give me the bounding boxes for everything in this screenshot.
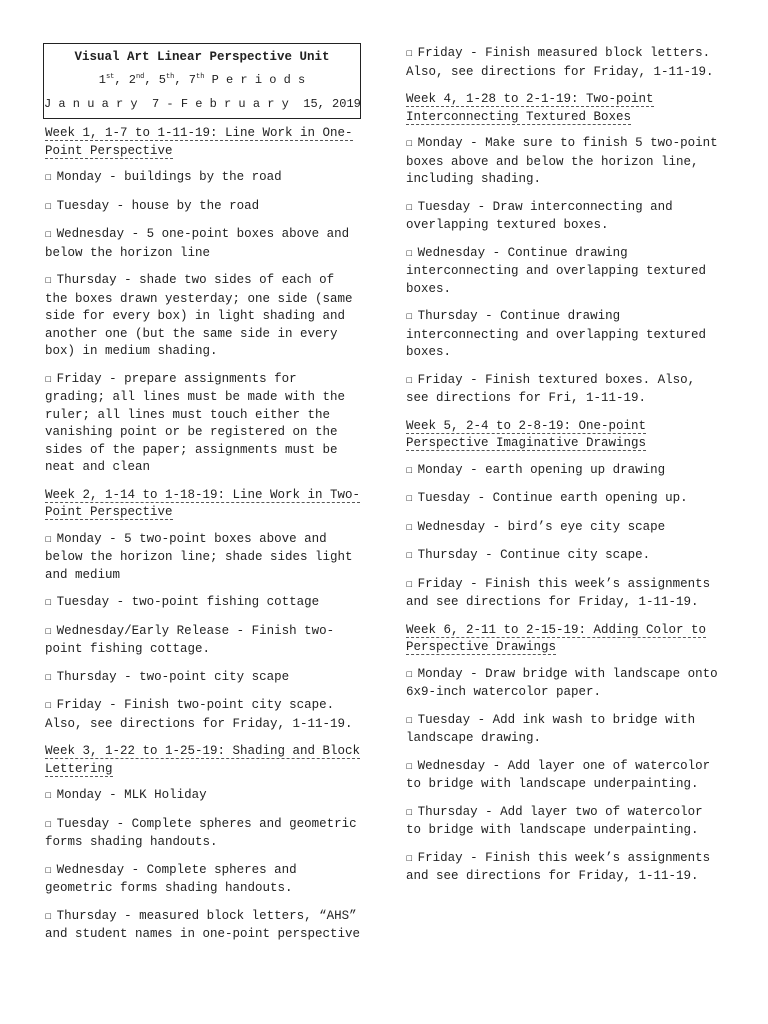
schedule-entry (45, 623, 363, 659)
entry-text: Friday - Finish measured block letters. Also, see directions for Friday, 1-11-19. (406, 46, 714, 79)
schedule-entry (406, 850, 724, 886)
periods-line (44, 70, 360, 90)
checkbox-icon: ☐ (45, 818, 52, 831)
entry-text: Wednesday - bird’s eye city scape (417, 519, 666, 534)
entry-text: Monday - 5 two-point boxes above and below the horizon line; shade sides light and medium (45, 531, 353, 582)
checkbox-icon: ☐ (45, 700, 52, 712)
schedule-entry (406, 666, 724, 702)
schedule-entry (45, 594, 363, 613)
week-heading-text: Week 6, 2-11 to 2-15-19: Adding Color to Perspective Drawings (406, 622, 707, 654)
entry-text: Wednesday/Early Release - Finish two-point fishing cottage. (45, 623, 335, 656)
date-range: J a n u a r y 7 - F e b r u a r y 15, 2019 (44, 97, 361, 111)
entry-text: Tuesday - house by the road (56, 198, 260, 213)
entry-text: Tuesday - Draw interconnecting and overlapping textured boxes. (406, 199, 673, 232)
checkbox-icon: ☐ (406, 578, 413, 591)
schedule-entry (406, 547, 724, 566)
title-box (43, 43, 361, 119)
checkbox-icon: ☐ (406, 760, 413, 773)
schedule-entry (406, 490, 724, 509)
checkbox-icon: ☐ (406, 668, 413, 681)
entry-text: Monday - buildings by the road (56, 170, 282, 184)
week-heading (406, 418, 724, 453)
checkbox-icon: ☐ (45, 533, 52, 546)
entry-text: Friday - Finish this week’s assignments and see directions for Friday, 1-11-19. (406, 850, 711, 883)
schedule-entry (45, 908, 363, 944)
right-column (406, 45, 724, 896)
entry-text: Thursday - Continue drawing interconnecting and overlapping textured boxes. (406, 309, 707, 359)
schedule-entry (45, 862, 363, 898)
checkbox-icon: ☐ (406, 521, 413, 534)
period-num: , 7 (174, 73, 196, 87)
checkbox-icon: ☐ (45, 597, 52, 609)
schedule-entry (45, 697, 363, 733)
checkbox-icon: ☐ (406, 852, 413, 865)
entry-text: Thursday - Continue city scape. (417, 548, 651, 562)
page-title: Visual Art Linear Perspective Unit (74, 50, 330, 64)
entry-text: Tuesday - Continue earth opening up. (417, 491, 688, 505)
checkbox-icon: ☐ (406, 806, 413, 819)
entry-text: Tuesday - Add ink wash to bridge with landscape drawing. (406, 712, 696, 745)
checkbox-icon: ☐ (45, 172, 52, 184)
entry-text: Tuesday - two-point fishing cottage (56, 595, 320, 609)
week-heading (406, 622, 724, 657)
entry-text: Thursday - two-point city scape (56, 669, 290, 684)
entry-text: Friday - Finish two-point city scape. Also, see directions for Friday, 1-11-19. (45, 698, 353, 731)
checkbox-icon: ☐ (406, 550, 413, 562)
checkbox-icon: ☐ (45, 671, 52, 684)
entry-text: Wednesday - 5 one-point boxes above and below the horizon line (45, 227, 350, 260)
checkbox-icon: ☐ (406, 311, 413, 323)
period-num: , 2 (114, 73, 136, 87)
schedule-entry (406, 462, 724, 481)
checkbox-icon: ☐ (45, 864, 52, 877)
schedule-entry (45, 226, 363, 262)
checkbox-icon: ☐ (406, 714, 413, 727)
schedule-entry (406, 372, 724, 408)
week-heading (45, 125, 363, 160)
periods-word: P e r i o d s (204, 73, 306, 87)
week-heading-text: Week 3, 1-22 to 1-25-19: Shading and Block Lettering (45, 744, 361, 776)
checkbox-icon: ☐ (406, 138, 413, 150)
checkbox-icon: ☐ (406, 201, 413, 214)
schedule-entry (45, 531, 363, 585)
checkbox-icon: ☐ (45, 910, 52, 923)
period-suffix: nd (135, 73, 145, 81)
week-heading (406, 91, 724, 126)
checkbox-icon: ☐ (45, 625, 52, 638)
schedule-entry (45, 169, 363, 188)
checkbox-icon: ☐ (406, 464, 413, 477)
schedule-entry (45, 272, 363, 361)
checkbox-icon: ☐ (45, 790, 52, 802)
checkbox-icon: ☐ (406, 247, 413, 260)
entry-text: Thursday - measured block letters, “AHS” and student names in one-point perspective (45, 908, 361, 941)
schedule-entry (45, 371, 363, 477)
schedule-entry (406, 135, 724, 189)
schedule-entry (406, 519, 724, 538)
period-suffix: st (105, 73, 115, 81)
week-heading (45, 487, 363, 522)
schedule-entry (406, 758, 724, 794)
period-num: , 5 (144, 73, 166, 87)
period-num: 1 (98, 73, 106, 87)
schedule-entry (406, 712, 724, 748)
schedule-entry (45, 669, 363, 688)
schedule-entry (45, 198, 363, 217)
week-heading-text: Week 5, 2-4 to 2-8-19: One-point Perspective Imaginative Drawings (406, 418, 647, 450)
left-schedule-list (45, 125, 363, 944)
schedule-entry (406, 199, 724, 235)
left-column (45, 43, 363, 954)
entry-text: Monday - MLK Holiday (56, 788, 207, 802)
week-heading-text: Week 2, 1-14 to 1-18-19: Line Work in Two-Point Perspective (45, 487, 361, 519)
schedule-entry (406, 804, 724, 840)
schedule-entry (406, 45, 724, 81)
entry-text: Friday - Finish textured boxes. Also, see directions for Fri, 1-11-19. (406, 372, 696, 405)
period-suffix: th (196, 73, 205, 81)
checkbox-icon: ☐ (406, 48, 413, 60)
entry-text: Friday - prepare assignments for grading; all lines must be made with the ruler; all lines must touch either the vanishing point or be registered on the sides of the paper; assignments must be neat and clean (45, 371, 346, 474)
entry-text: Friday - Finish this week’s assignments and see directions for Friday, 1-11-19. (406, 576, 711, 609)
checkbox-icon: ☐ (45, 200, 52, 213)
week-heading-text: Week 4, 1-28 to 2-1-19: Two-point Interconnecting Textured Boxes (406, 92, 654, 124)
entry-text: Tuesday - Complete spheres and geometric forms shading handouts. (45, 816, 357, 849)
schedule-entry (45, 816, 363, 852)
entry-text: Monday - Draw bridge with landscape onto 6x9-inch watercolor paper. (406, 666, 718, 699)
checkbox-icon: ☐ (45, 373, 52, 386)
schedule-entry (406, 576, 724, 612)
schedule-entry (406, 308, 724, 362)
entry-text: Wednesday - Complete spheres and geometric forms shading handouts. (45, 862, 297, 895)
entry-text: Monday - earth opening up drawing (417, 462, 666, 477)
schedule-entry (45, 787, 363, 806)
entry-text: Thursday - Add layer two of watercolor to bridge with landscape underpainting. (406, 804, 703, 837)
entry-text: Thursday - shade two sides of each of the boxes drawn yesterday; one side (same side for every box) in light shading and another one (but the same side in every box) in medium shading. (45, 273, 353, 358)
entry-text: Wednesday - Add layer one of watercolor to bridge with landscape underpainting. (406, 758, 711, 791)
entry-text: Wednesday - Continue drawing interconnecting and overlapping textured boxes. (406, 245, 707, 296)
week-heading (45, 743, 363, 778)
schedule-entry (406, 245, 724, 299)
checkbox-icon: ☐ (406, 374, 413, 387)
period-suffix: th (165, 73, 175, 81)
checkbox-icon: ☐ (45, 275, 52, 287)
right-schedule-list (406, 45, 724, 886)
checkbox-icon: ☐ (45, 229, 52, 241)
checkbox-icon: ☐ (406, 493, 413, 505)
entry-text: Monday - Make sure to finish 5 two-point boxes above and below the horizon line, including shading. (406, 136, 718, 186)
week-heading-text: Week 1, 1-7 to 1-11-19: Line Work in One-Point Perspective (45, 126, 353, 158)
